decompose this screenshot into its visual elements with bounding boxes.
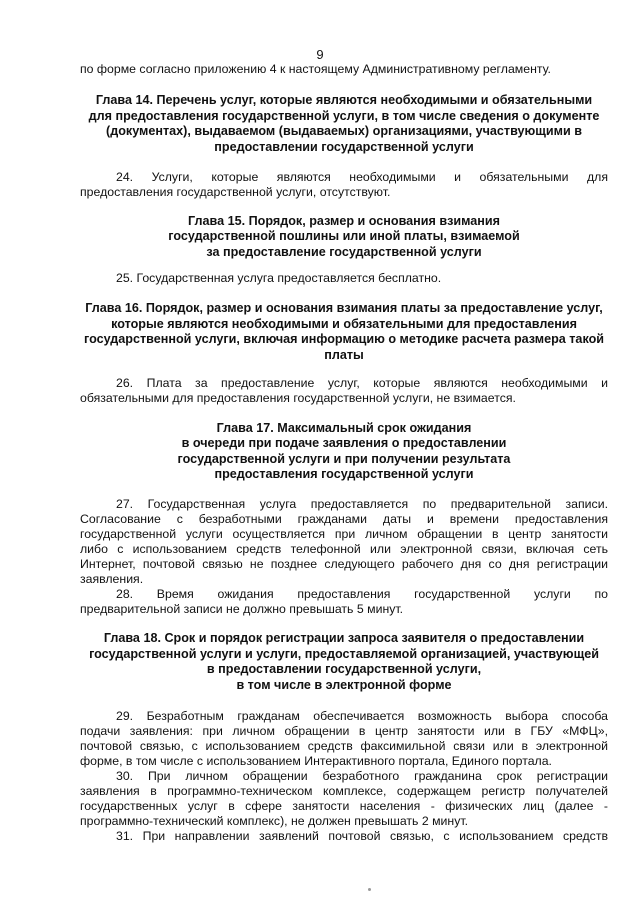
paragraph-27: государственной услуги осуществляется при личном обращении в центр занятости xyxy=(80,527,608,541)
paragraph-29: форме, в том числе с использованием Интерактивного портала, Единого портала. xyxy=(80,754,552,768)
heading-chapter-16: государственной услуги, включая информацию о методике расчета размера такой xyxy=(83,332,605,346)
paragraph-27: заявления. xyxy=(80,572,144,586)
paragraph-26: обязательными для предоставления государственной услуги, не взимается. xyxy=(80,391,516,405)
paragraph-25: 25. Государственная услуга предоставляется бесплатно. xyxy=(116,271,442,285)
paragraph-24: 24. Услуги, которые являются необходимыми и обязательными для xyxy=(116,170,608,184)
paragraph-29: подачи заявления: при личном обращении в центр занятости или в ГБУ «МФЦ», xyxy=(80,724,608,738)
scan-speck xyxy=(368,888,371,891)
paragraph-24: предоставления государственной услуги, отсутствуют. xyxy=(80,185,391,199)
heading-chapter-15: государственной пошлины или иной платы, взимаемой xyxy=(168,229,520,243)
paragraph-28: 28. Время ожидания предоставления государственной услуги по xyxy=(116,587,608,601)
heading-chapter-14: предоставлении государственной услуги xyxy=(214,140,474,154)
heading-chapter-18: Глава 18. Срок и порядок регистрации запроса заявителя о предоставлении xyxy=(103,631,585,645)
heading-chapter-16: платы xyxy=(324,348,364,362)
heading-chapter-18: государственной услуги и услуги, предоставляемой организацией, участвующей xyxy=(89,647,599,661)
paragraph-29: почтовой связью, с использованием средств факсимильной связи или в электронной xyxy=(80,739,608,753)
heading-chapter-14: для предоставления государственной услуги, в том числе сведения о документе xyxy=(88,109,600,123)
paragraph-26: 26. Плата за предоставление услуг, которые являются необходимыми и xyxy=(116,376,608,390)
heading-chapter-14: (документах), выдаваемом (выдаваемых) организациями, участвующими в xyxy=(106,124,582,138)
paragraph-30: 30. При личном обращении безработного гражданина срок регистрации xyxy=(116,769,608,783)
paragraph-27: 27. Государственная услуга предоставляется по предварительной записи. xyxy=(116,497,608,511)
heading-chapter-14: Глава 14. Перечень услуг, которые являются необходимыми и обязательными xyxy=(95,93,593,107)
heading-chapter-16: Глава 16. Порядок, размер и основания взимания платы за предоставление услуг, xyxy=(85,301,603,315)
paragraph-28: предварительной записи не должно превышать 5 минут. xyxy=(80,602,404,616)
heading-chapter-16: которые являются необходимыми и обязательными для предоставления xyxy=(111,317,577,331)
paragraph-31: 31. При направлении заявлений почтовой связью, с использованием средств xyxy=(116,829,608,843)
heading-chapter-17: в очереди при подаче заявления о предоставлении xyxy=(181,436,507,450)
paragraph-27: Интернет, почтовой связью не позднее следующего рабочего дня со дня регистрации xyxy=(80,557,608,571)
paragraph-30: государственных услуг в сфере занятости населения - физических лиц (далее - xyxy=(80,799,608,813)
heading-chapter-18: в том числе в электронной форме xyxy=(236,678,452,692)
heading-chapter-15: Глава 15. Порядок, размер и основания взимания xyxy=(188,214,500,228)
paragraph-30: заявления в программно-техническом комплексе, содержащем регистр получателей xyxy=(80,784,608,798)
heading-chapter-15: за предоставление государственной услуги xyxy=(206,245,482,259)
paragraph-30: программно-технический комплекс), не должен превышать 2 минут. xyxy=(80,814,469,828)
heading-chapter-18: в предоставлении государственной услуги, xyxy=(206,662,482,676)
paragraph-27: либо с использованием средств телефонной или электронной связи, включая сеть xyxy=(80,542,608,556)
heading-chapter-17: предоставления государственной услуги xyxy=(214,467,474,481)
page-number: 9 xyxy=(316,47,324,62)
heading-chapter-17: Глава 17. Максимальный срок ожидания xyxy=(216,421,472,435)
heading-chapter-17: государственной услуги и при получении результата xyxy=(177,452,511,466)
paragraph-29: 29. Безработным гражданам обеспечивается возможность выбора способа xyxy=(116,709,608,723)
text-line: по форме согласно приложению 4 к настоящему Административному регламенту. xyxy=(80,62,551,76)
paragraph-27: Согласование с безработными гражданами даты и времени предоставления xyxy=(80,512,608,526)
